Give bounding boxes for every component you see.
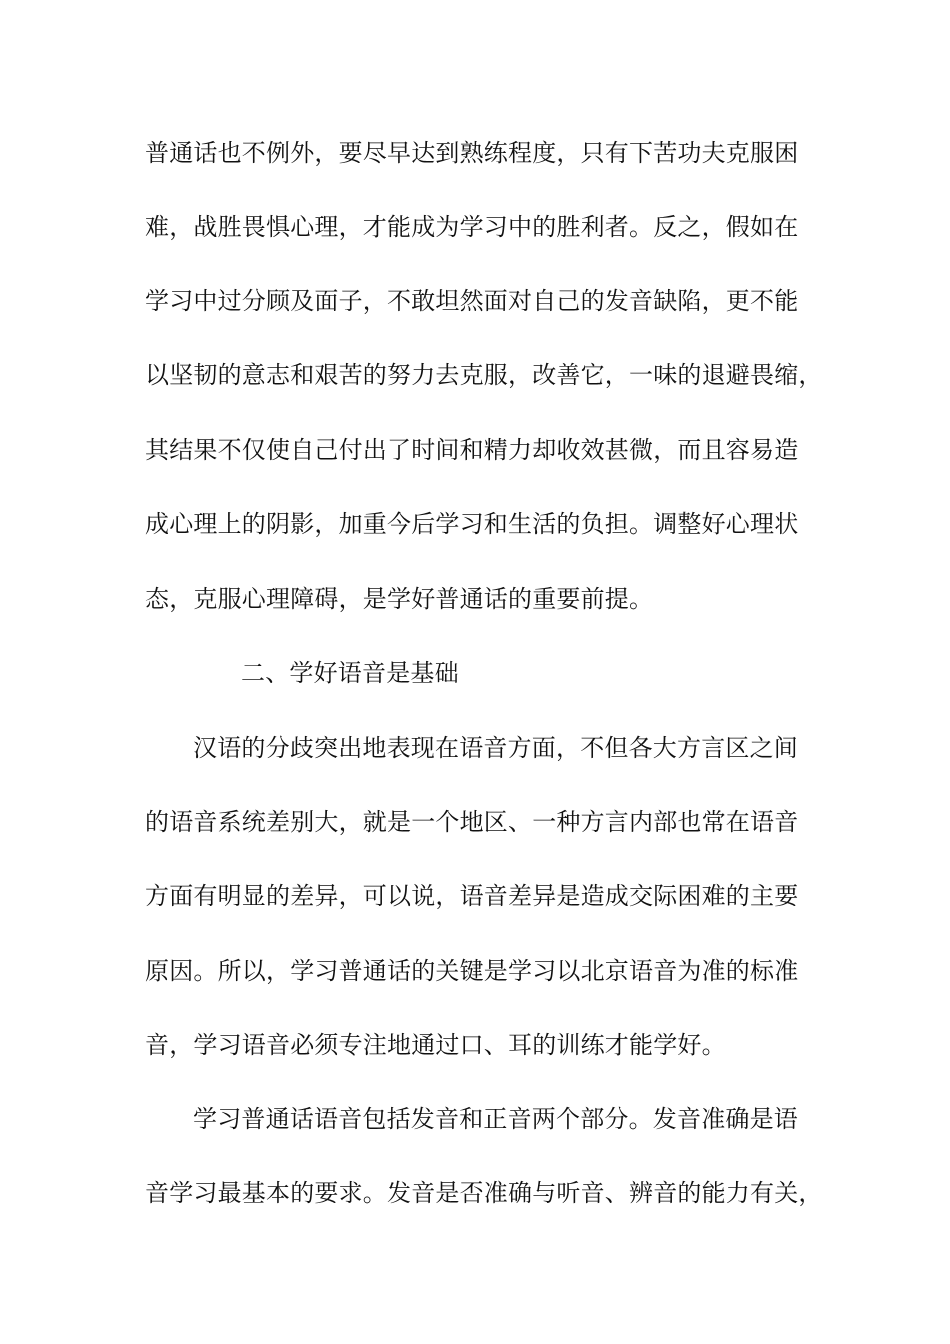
paragraph-line: 音，学习语音必须专注地通过口、耳的训练才能学好。	[145, 1031, 726, 1059]
paragraph-line: 方面有明显的差异，可以说，语音差异是造成交际困难的主要	[145, 882, 799, 910]
paragraph-line: 音学习最基本的要求。发音是否准确与听音、辨音的能力有关，	[145, 1179, 823, 1207]
paragraph-line: 难，战胜畏惧心理，才能成为学习中的胜利者。反之，假如在	[145, 213, 799, 241]
paragraph-line: 以坚韧的意志和艰苦的努力去克服，改善它，一味的退避畏缩，	[145, 361, 823, 389]
paragraph-line: 成心理上的阴影，加重今后学习和生活的负担。调整好心理状	[145, 510, 799, 538]
paragraph-line: 汉语的分歧突出地表现在语音方面，不但各大方言区之间	[193, 734, 798, 762]
paragraph-line: 原因。所以，学习普通话的关键是学习以北京语音为准的标准	[145, 957, 799, 985]
paragraph-line: 学习中过分顾及面子，不敢坦然面对自己的发音缺陷，更不能	[145, 287, 799, 315]
section-heading: 二、学好语音是基础	[241, 659, 459, 687]
paragraph-line: 其结果不仅使自己付出了时间和精力却收效甚微，而且容易造	[145, 436, 799, 464]
paragraph-line: 学习普通话语音包括发音和正音两个部分。发音准确是语	[193, 1105, 798, 1133]
paragraph-line: 普通话也不例外，要尽早达到熟练程度，只有下苦功夫克服困	[145, 139, 799, 167]
paragraph-line: 的语音系统差别大，就是一个地区、一种方言内部也常在语音	[145, 808, 799, 836]
paragraph-line: 态，克服心理障碍，是学好普通话的重要前提。	[145, 585, 654, 613]
